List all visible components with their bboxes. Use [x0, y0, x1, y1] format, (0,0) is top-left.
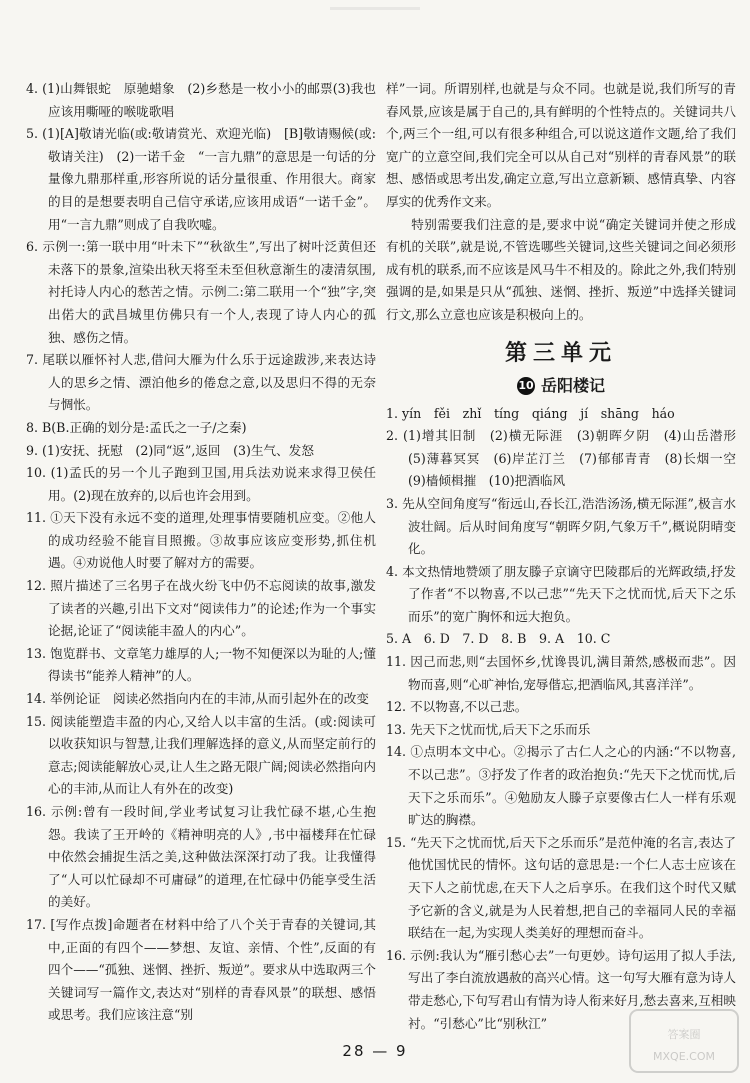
answer-item: 5. A 6. D 7. D 8. B 9. A 10. C	[386, 631, 611, 647]
left-column	[26, 78, 376, 1027]
answer-item: 特别需要我们注意的是,要求中说“确定关键词并使之形成有机的关联”,就是说,不管选哪些关键词,这些关键词之间必须形成有机的联系,而不应该是风马牛不相及的。除此之外,我们特别强调的是,如果是只从“孤独、迷惘、挫折、叛逆”中选择关键词行文,那么立意也应该是积极向上的。	[386, 216, 736, 322]
page-number: 28 — 9	[342, 1042, 408, 1060]
answer-item: 11. 因己而悲,则“去国怀乡,忧谗畏讥,满目萧然,感极而悲”。因物而喜,则“心旷神怡,宠辱偕忘,把酒临风,其喜洋洋”。	[386, 654, 736, 692]
answer-item: 7. 尾联以雁怀衬人悲,借问大雁为什么乐于远途跋涉,来表达诗人的思乡之情、漂泊他乡的倦怠之意,以及思归不得的无奈与惆怅。	[26, 352, 376, 413]
right-column	[386, 78, 749, 1035]
answer-item: 11. ①天下没有永远不变的道理,处理事情要随机应变。②他人的成功经验不能盲目照搬。③故事应该应变形势,抓住机遇。④劝说他人时要了解对方的需要。	[26, 510, 376, 571]
scan-artifact	[330, 4, 420, 14]
answer-item: 1. yín fěi zhǐ tíng qiáng jí shāng háo	[386, 405, 675, 421]
answer-item: 4. 本文热情地赞颂了朋友滕子京谪守巴陵郡后的光辉政绩,抒发了作者“不以物喜,不以己悲”“先天下之忧而忧,后天下之乐而乐”的宽广胸怀和远大抱负。	[386, 563, 736, 624]
answer-item: 8. B(B.正确的划分是:孟氏之一子/之秦)	[26, 419, 247, 435]
answer-item: 15. “先天下之忧而忧,后天下之乐而乐”是范仲淹的名言,表达了他忧国忧民的情怀。这句话的意思是:一个仁人志士应该在天下人之前忧虑,在天下人之后享乐。在我们这个时代又赋予它新的含义,就是为人民着想,把自己的幸福同人民的幸福联结在一起,为实现人类美好的理想而奋斗。	[386, 834, 736, 941]
unit-heading: 第三单元	[504, 340, 617, 366]
answer-item: 17. [写作点拨]命题者在材料中给了八个关于青春的关键词,其中,正面的有四个——梦想、友谊、亲情、个性”,反面的有四个——“孤独、迷惘、挫折、叛逆”。要求从中选取两三个关键词写一篇作文,表达对“别样的青春风景”的联想、感悟或思考。我们应该注意“别	[26, 916, 376, 1023]
answer-item: 13. 先天下之忧而忧,后天下之乐而乐	[386, 721, 591, 737]
answer-item: 10. (1)孟氏的另一个儿子跑到卫国,用兵法劝说来求得卫侯任用。(2)现在放弃的,以后也许会用到。	[26, 465, 376, 503]
answer-item: 15. 阅读能塑造丰盈的内心,又给人以丰富的生活。(或:阅读可以收获知识与智慧,让我们理解选择的意义,从而坚定前行的意志;阅读能解放心灵,让人生之路无限广阔;阅读必然指向内心的丰沛,从而让人有外在的改变)	[26, 713, 376, 797]
answer-item: 3. 先从空间角度写“衔远山,吞长江,浩浩汤汤,横无际涯”,极言水波壮阔。后从时间角度写“朝晖夕阴,气象万千”,概说阴晴变化。	[386, 495, 736, 557]
answer-item: 5. (1)[A]敬请光临(或:敬请赏光、欢迎光临) [B]敬请赐候(或:敬请关注) (2)一诺千金 “一言九鼎”的意思是一句话的分量像九鼎那样重,形容所说的话分量很重、作用很大。商家的目的是想要表明自己信守承诺,应该用成语“一诺千金”。用“一言九鼎”则成了自我吹嘘。	[26, 126, 376, 232]
answer-item: 12. 不以物喜,不以己悲。	[386, 699, 528, 715]
answer-item: 9. (1)安抚、抚慰 (2)同“返”,返回 (3)生气、发怒	[26, 442, 314, 458]
lesson-title-text: 岳阳楼记	[540, 375, 605, 395]
answer-item: 6. 示例一:第一联中用“叶未下”“秋欲生”,写出了树叶泛黄但还未落下的景象,渲染出秋天将至未至但秋意渐生的凄清氛围,衬托诗人内心的愁苦之情。示例二:第二联用一个“独”字,突出偌大的武昌城里仿佛只有一个人,表现了诗人内心的孤独、感伤之情。	[26, 239, 376, 345]
answer-item: 12. 照片描述了三名男子在战火纷飞中仍不忘阅读的故事,激发了读者的兴趣,引出下文对“阅读伟力”的论述;作为一个事实论据,论证了“阅读能丰盈人的内心”。	[26, 578, 376, 639]
answer-item: 4. (1)山舞银蛇 原驰蜡象 (2)乡愁是一枚小小的邮票(3)我也应该用嘶哑的喉咙歌唱	[26, 81, 376, 119]
answer-item: 2. (1)增其旧制 (2)横无际涯 (3)朝晖夕阴 (4)山岳潜形 (5)薄暮冥冥 (6)岸芷汀兰 (7)郁郁青青 (8)长烟一空 (9)樯倾楫摧 (10)把酒临风	[386, 428, 749, 489]
answer-item: 14. 举例论证 阅读必然指向内在的丰沛,从而引起外在的改变	[26, 691, 369, 707]
lesson-number-badge: 10	[517, 377, 535, 395]
watermark-logo	[628, 1008, 740, 1074]
answer-item: 样”一词。所谓别样,也就是与众不同。也就是说,我们所写的青春风景,应该是属于自己的,具有鲜明的个性特点的。关键词共八个,两三个一组,可以有很多种组合,可以说这道作文题,给了我们宽广的立意空间,我们完全可以从自己对“别样的青春风景”的联想、感悟或思考出发,确定立意,写出立意新颖、感情真挚、内容厚实的优秀作文来。	[386, 81, 736, 209]
answer-item: 14. ①点明本文中心。②揭示了古仁人之心的内涵:“不以物喜,不以己悲”。③抒发了作者的政治抱负:“先天下之忧而忧,后天下之乐而乐”。④勉励友人滕子京要像古仁人一样有乐观旷达的胸襟。	[386, 744, 736, 828]
lesson-heading	[386, 373, 736, 399]
watermark-text-cn: 答案圈	[667, 1028, 701, 1041]
watermark-text-en: MXQE.COM	[653, 1050, 715, 1063]
answer-item: 16. 示例:我认为“雁引愁心去”一句更妙。诗句运用了拟人手法,写出了李白流放遇赦的高兴心情。这一句写大雁有意为诗人带走愁心,下句写君山有情为诗人衔来好月,愁去喜来,互相映衬。“引愁心”比“别秋江”	[386, 947, 736, 1031]
answer-item: 16. 示例:曾有一段时间,学业考试复习让我忙碌不堪,心生抱怨。我读了王开岭的《精神明亮的人》,书中福楼拜在忙碌中依然会捕捉生活之美,这种做法深深打动了我。让我懂得了“人可以忙碌却不可庸碌”的道理,在忙碌中仍能享受生活的美好。	[26, 804, 376, 910]
answer-item: 13. 饱览群书、文章笔力雄厚的人;一物不知便深以为耻的人;懂得读书“能养人精神”的人。	[26, 645, 376, 684]
